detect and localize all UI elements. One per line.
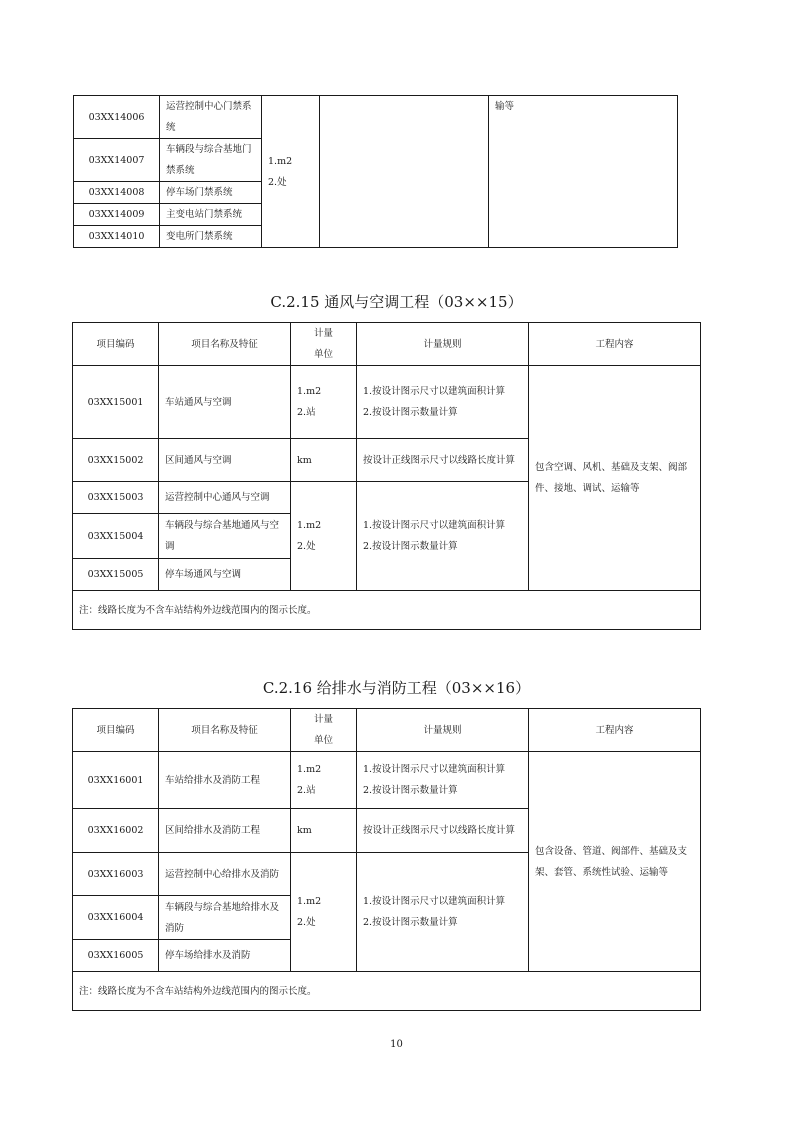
item-code: 03XX15001	[73, 366, 159, 439]
measure-rule: 按设计正线图示尺寸以线路长度计算	[357, 809, 529, 853]
work-content: 输等	[489, 96, 678, 248]
header-content: 工程内容	[529, 709, 701, 752]
water-fire-table	[72, 708, 701, 1011]
measure-unit: km	[291, 809, 357, 853]
item-name: 运营控制中心门禁系统	[160, 96, 262, 139]
header-code: 项目编码	[73, 709, 159, 752]
measure-unit: 1.m2 2.站	[291, 366, 357, 439]
item-code: 03XX16002	[73, 809, 159, 853]
item-code: 03XX14009	[74, 204, 160, 226]
item-code: 03XX14008	[74, 182, 160, 204]
header-rule: 计量规则	[357, 323, 529, 366]
item-name: 区间给排水及消防工程	[159, 809, 291, 853]
header-name: 项目名称及特征	[159, 709, 291, 752]
measure-unit: km	[291, 439, 357, 482]
table-note: 注：线路长度为不含车站结构外边线范围内的图示长度。	[73, 591, 701, 630]
measure-rule: 1.按设计图示尺寸以建筑面积计算 2.按设计图示数量计算	[357, 482, 529, 591]
measure-rule: 1.按设计图示尺寸以建筑面积计算 2.按设计图示数量计算	[357, 752, 529, 809]
item-code: 03XX16003	[73, 853, 159, 896]
item-name: 运营控制中心给排水及消防	[159, 853, 291, 896]
item-code: 03XX14007	[74, 139, 160, 182]
item-code: 03XX16005	[73, 940, 159, 972]
item-code: 03XX15005	[73, 559, 159, 591]
section-title: C.2.15 通风与空调工程（03××15）	[270, 293, 523, 311]
item-name: 区间通风与空调	[159, 439, 291, 482]
item-name: 停车场给排水及消防	[159, 940, 291, 972]
header-unit: 计量 单位	[291, 323, 357, 366]
item-code: 03XX16004	[73, 896, 159, 940]
item-name: 车站给排水及消防工程	[159, 752, 291, 809]
item-code: 03XX15004	[73, 514, 159, 559]
work-content: 包含设备、管道、阀部件、基础及支架、套管、系统性试验、运输等	[529, 752, 701, 972]
item-name: 车辆段与综合基地通风与空调	[159, 514, 291, 559]
item-name: 停车场通风与空调	[159, 559, 291, 591]
header-code: 项目编码	[73, 323, 159, 366]
item-code: 03XX15002	[73, 439, 159, 482]
item-name: 车辆段与综合基地给排水及消防	[159, 896, 291, 940]
measure-unit: 1.m2 2.站	[291, 752, 357, 809]
header-unit: 计量 单位	[291, 709, 357, 752]
item-name: 主变电站门禁系统	[160, 204, 262, 226]
measure-unit: 1.m2 2.处	[291, 853, 357, 972]
work-content: 包含空调、风机、基础及支架、阀部件、接地、调试、运输等	[529, 366, 701, 591]
item-code: 03XX15003	[73, 482, 159, 514]
measure-rule: 按设计正线图示尺寸以线路长度计算	[357, 439, 529, 482]
item-code: 03XX14010	[74, 226, 160, 248]
header-content: 工程内容	[529, 323, 701, 366]
table-note: 注：线路长度为不含车站结构外边线范围内的图示长度。	[73, 972, 701, 1011]
measure-unit: 1.m2 2.处	[291, 482, 357, 591]
item-code: 03XX14006	[74, 96, 160, 139]
measure-rule: 1.按设计图示尺寸以建筑面积计算 2.按设计图示数量计算	[357, 366, 529, 439]
item-name: 运营控制中心通风与空调	[159, 482, 291, 514]
measure-unit: 1.m2 2.处	[262, 96, 320, 248]
access-control-table-continued	[73, 95, 678, 248]
item-code: 03XX16001	[73, 752, 159, 809]
header-rule: 计量规则	[357, 709, 529, 752]
header-name: 项目名称及特征	[159, 323, 291, 366]
ventilation-ac-table	[72, 322, 701, 630]
item-name: 车站通风与空调	[159, 366, 291, 439]
page-number: 10	[390, 1039, 403, 1050]
measure-rule: 1.按设计图示尺寸以建筑面积计算 2.按设计图示数量计算	[357, 853, 529, 972]
section-title: C.2.16 给排水与消防工程（03××16）	[262, 679, 531, 697]
item-name: 停车场门禁系统	[160, 182, 262, 204]
item-name: 车辆段与综合基地门禁系统	[160, 139, 262, 182]
item-name: 变电所门禁系统	[160, 226, 262, 248]
measure-rule	[320, 96, 489, 248]
